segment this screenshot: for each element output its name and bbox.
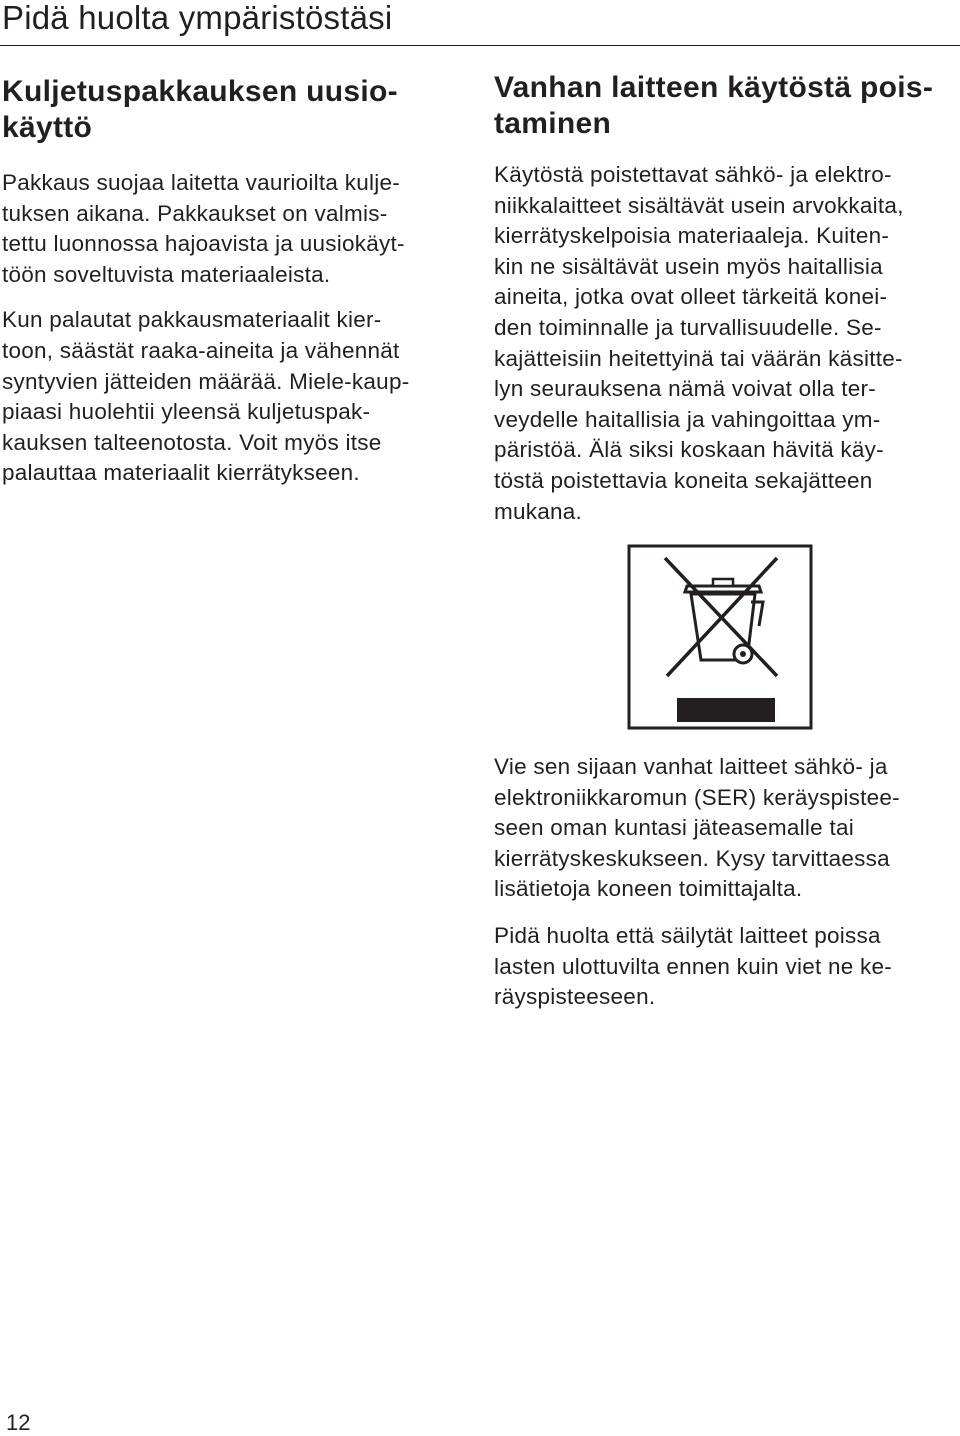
packaging-section (2, 70, 468, 489)
packaging-heading: Kuljetuspakkauksen uusio- käyttö (2, 75, 398, 144)
title-divider (0, 45, 960, 46)
disposal-paragraph-2: Vie sen sijaan vanhat laitteet sähkö- ja elektroniikkaromun (SER) keräyspistee- seen oman kuntasi jäteasemalle tai kierrätyskeskukseen. Kysy tarvittaessa lisätietoja koneen toimittajalta. (494, 754, 900, 902)
packaging-paragraph-2: Kun palautat pakkausmateriaalit kier- toon, säästät raaka-aineita ja vähennät syntyvien jätteiden määrää. Miele-kaup- piaasi huolehtii yleensä kuljetuspak- kauksen talteenotosta. Voit myös itse palauttaa materiaalit kierrätykseen. (2, 307, 410, 486)
page-number: 12 (6, 1410, 31, 1435)
page-title: Pidä huolta ympäristöstäsi (2, 0, 393, 36)
disposal-continuation (494, 752, 960, 1013)
disposal-paragraph-3: Pidä huolta että säilytät laitteet poissa lasten ulottuvilta ennen kuin viet ne ke- räyspisteeseen. (494, 922, 892, 1010)
packaging-paragraph-1: Pakkaus suojaa laitetta vaurioilta kulje- tuksen aikana. Pakkaukset on valmis- tettu luonnossa hajoavista ja uusiokäyt- töön soveltuvista materiaaleista. (2, 170, 405, 287)
disposal-heading: Vanhan laitteen käytöstä pois- taminen (494, 71, 934, 140)
disposal-paragraph-1: Käytöstä poistettavat sähkö- ja elektro- niikkalaitteet sisältävät usein arvokkaita, kierrätyskelpoisia materiaaleja. Kuiten- kin ne sisältävät usein myös haitallisia aineita, jotka ovat olleet tärkeitä konei- den toiminnalle ja turvallisuudelle. Se- kajätteisiin heitettyinä tai väärän käsitte- lyn seurauksena nämä voivat olla ter- veydelle haitallisia ja vahingoittaa ym- päristöä. Älä siksi koskaan hävitä käy- töstä poistettavia koneita sekajätteen mukana. (494, 162, 904, 524)
disposal-section (494, 70, 960, 527)
crossed-out-wheelie-bin-icon (627, 544, 813, 730)
